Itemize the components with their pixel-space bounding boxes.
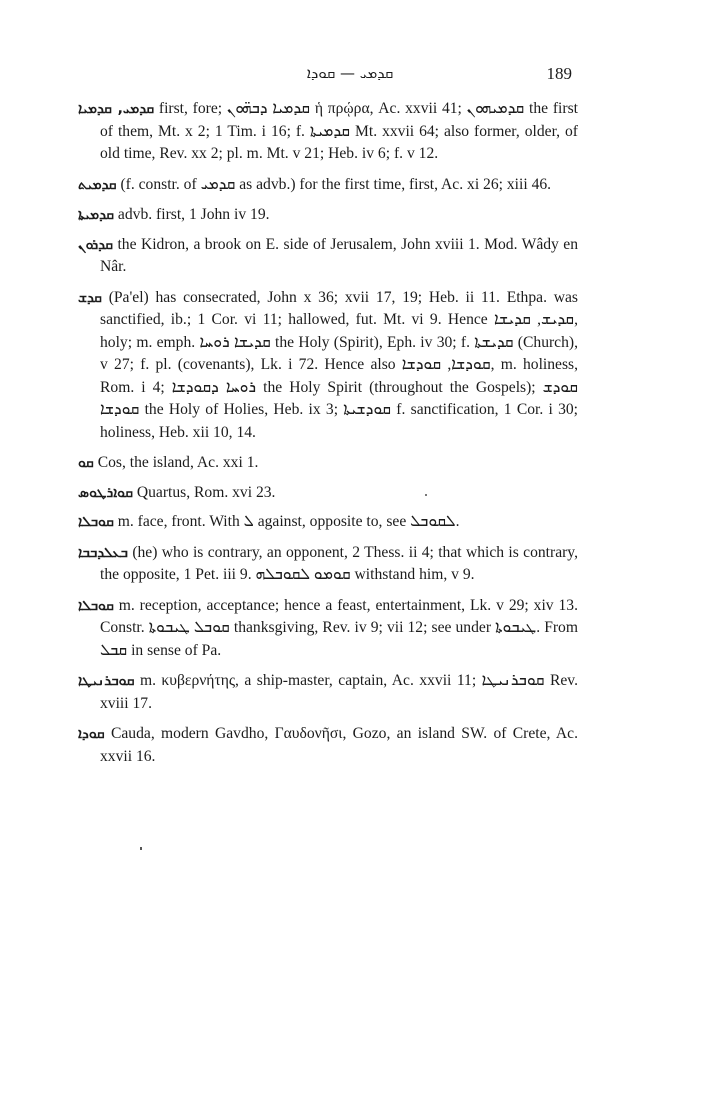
dictionary-entry — [78, 482, 578, 505]
entry-definition: advb. first, 1 John iv 19. — [114, 206, 270, 223]
print-speck — [425, 494, 427, 496]
entry-headword: ܩܘܕܐ — [78, 726, 105, 742]
entry-definition: Quartus, Rom. xvi 23. — [132, 483, 276, 501]
dictionary-entry — [78, 595, 578, 663]
entry-headword: ܒܥܠܕܒܒܐ — [78, 544, 128, 561]
entry-definition: Cauda, modern Gavdho, Γαυδονῆσι, Gozo, an island SW. of Crete, Ac. xxvii 16. — [100, 725, 578, 765]
dictionary-entry — [78, 287, 578, 445]
entry-headword: ܩܕܡܝܬ — [78, 176, 117, 193]
dictionary-entry — [78, 234, 578, 279]
entry-definition: m. κυβερνήτης, a ship-master, captain, Ac. xxvii 11; ܩܘܒܪܢܝܛܐ Rev. xviii 17. — [100, 672, 578, 712]
entry-definition: Cos, the island, Ac. xxi 1. — [93, 454, 259, 471]
entry-headword: ܩܕܫ — [78, 289, 102, 306]
dictionary-entry — [78, 98, 578, 166]
entry-headword: ܩܘܒܠܐ — [78, 514, 114, 530]
dictionary-entry — [78, 204, 578, 227]
entry-headword: ܩܕܡܝܬܐ — [78, 207, 115, 223]
entry-definition: m. face, front. With ܠ against, opposite to, see ܠܩܘܒܠ. — [113, 513, 460, 530]
entry-definition: the Kidron, a brook on E. side of Jerusalem, John xviii 1. Mod. Wâdy en Nâr. — [100, 235, 578, 275]
dictionary-entry — [78, 511, 578, 534]
entry-definition: (Pa'el) has consecrated, John x 36; xvii 17, 19; Heb. ii 11. Ethpa. was sanctified, ib.; 1 Cor. vi 11; hallowed, fut. Mt. vi 9. Hence ܩܕܝܫ, ܩܕܝܫܐ, holy; m. emph. ܩܕܝܫܐ ܪܘܚܐ the Holy (Spirit), Eph. iv 30; f. ܩܕܝܫܬܐ (Church), v 27; f. pl. (covenants), Lk. i 72. Hence also ܩܘܕܫܐ, ܩܘܕܫܐ, m. holiness, Rom. i 4; ܪܘܚܐ ܕܩܘܕܫܐ the Holy Spirit (throughout the Gospels); ܩܘܕܫ ܩܘܕܫܐ the Holy of Holies, Heb. ix 3; ܩܘܕܫܝܬܐ f. sanctification, 1 Cor. i 30; holiness, Heb. xii 10, 14. — [100, 288, 578, 441]
entry-headword: ܩܘ — [78, 455, 94, 471]
dictionary-entry — [78, 670, 578, 715]
running-head — [0, 62, 710, 88]
dictionary-entry — [78, 174, 578, 197]
entry-headword: ܩܘܒܪܢܝܛܐ — [78, 673, 135, 689]
entry-definition: (he) who is contrary, an opponent, 2 Thess. ii 4; that which is contrary, the opposite, 1 Pet. iii 9. ܩܘܡܘ ܠܩܘܒܠܗ withstand him, v 9. — [100, 543, 578, 583]
dictionary-entry — [78, 723, 578, 768]
entry-headword: ܩܘܒܠܐ — [78, 597, 114, 614]
entry-headword: ܩܘܐܪܛܘܣ — [78, 484, 133, 501]
entry-headword: ܩܕܡܝ, ܩܕܡܝܐ — [78, 101, 155, 117]
print-speck — [140, 847, 142, 850]
dictionary-entry — [78, 542, 578, 587]
entry-headword: ܩܕܪܘܢ — [78, 236, 114, 253]
running-headword: ܩܕܡܝ — ܩܘܕܐ — [306, 64, 394, 82]
page-number: 189 — [546, 64, 572, 83]
dictionary-entry — [78, 452, 578, 475]
entry-definition: first, fore; ܩܕܡܝܐ ܕܒܗ̈ܘܢ ἡ πρῴρα, Ac. xxvii 41; ܩܕܡܝܗܘܢ the first of them, Mt. x 2; 1 Tim. i 16; f. ܩܕܡܝܬܐ Mt. xxvii 64; also former, older, of old time, Rev. xx 2; pl. m. Mt. v 21; Heb. iv 6; f. v 12. — [100, 100, 578, 162]
entry-definition: (f. constr. of ܩܕܡܝ as advb.) for the first time, first, Ac. xi 26; xiii 46. — [116, 175, 552, 193]
entry-list — [78, 98, 578, 776]
entry-definition: m. reception, acceptance; hence a feast, entertainment, Lk. v 29; xiv 13. Constr. ܩܘܒܠ ܛܝܒܘܬܐ thanksgiving, Rev. iv 9; vii 12; see under ܛܝܒܘܬܐ. From ܩܒܠ in sense of Pa. — [100, 596, 578, 659]
